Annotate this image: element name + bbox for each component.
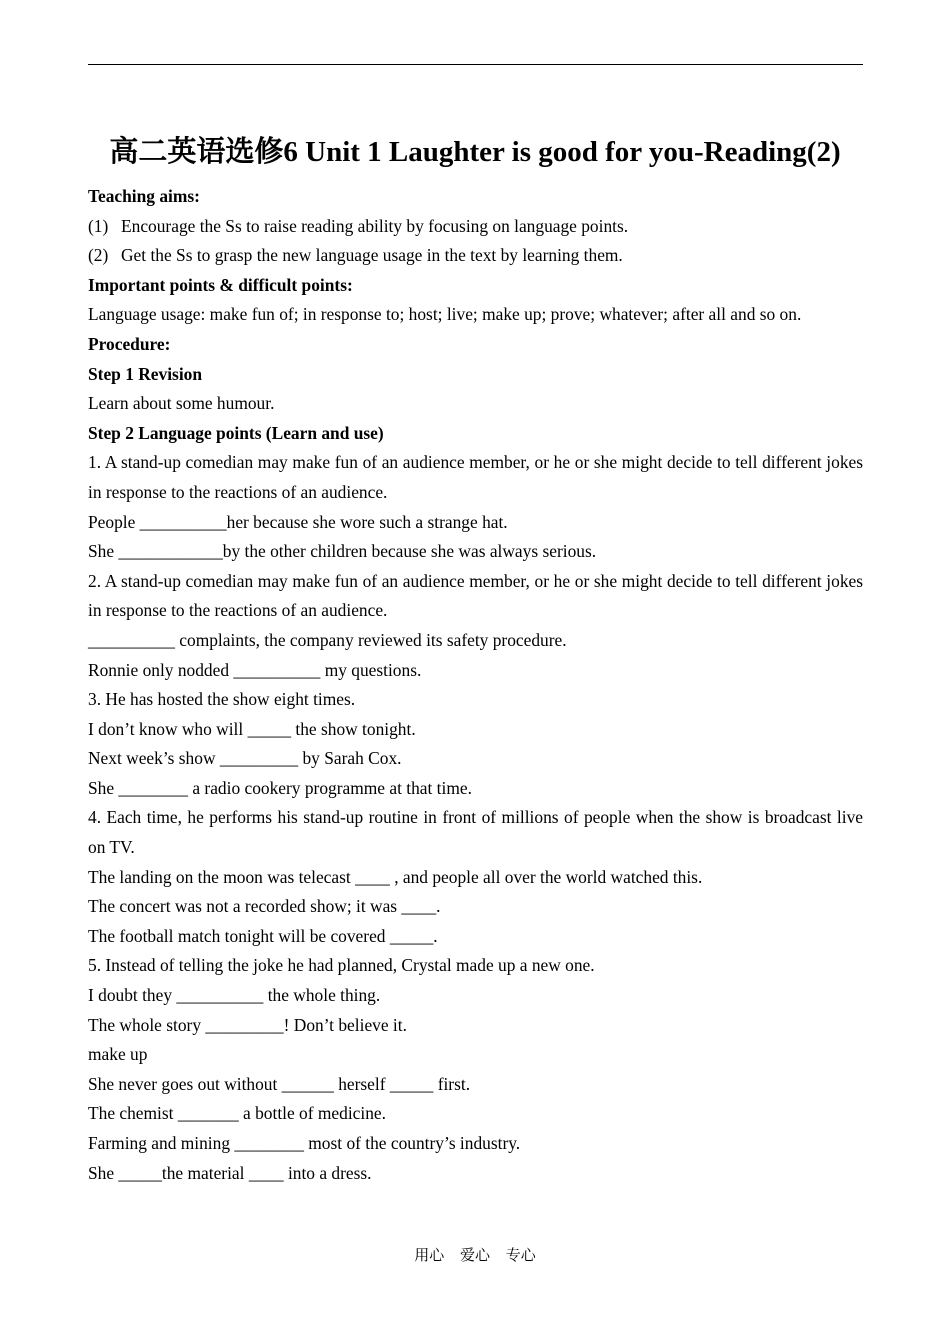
exercise-line: She _____the material ____ into a dress. [88,1162,372,1183]
important-points-heading: Important points & difficult points: [88,274,353,295]
footer-word: 用心 [414,1248,445,1264]
exercise-line: She never goes out without ______ herself _____ first. [88,1073,471,1094]
footer-word: 专心 [505,1248,536,1264]
document-body [88,182,863,1188]
item-number: (1) [88,215,109,236]
exercise-sentence: 2. A stand-up comedian may make fun of an audience member, or he or she might decide to tell different jokes in response to the reactions of an audience. [88,570,863,621]
exercise-line: Next week’s show _________ by Sarah Cox. [88,748,402,769]
page-title: 高二英语选修6 Unit 1 Laughter is good for you-Reading(2) [109,136,841,168]
exercise-sentence: 4. Each time, he performs his stand-up routine in front of millions of people when the show is broadcast live on TV. [88,807,863,858]
exercise-line: I don’t know who will _____ the show tonight. [88,718,416,739]
teaching-aims-heading: Teaching aims: [88,186,200,206]
footer-word: 爱心 [459,1248,490,1264]
exercise-sentence: 5. Instead of telling the joke he had planned, Crystal made up a new one. [88,955,595,976]
exercise-line: I doubt they __________ the whole thing. [88,985,381,1006]
teaching-aim-item [88,212,863,242]
exercise-line: The chemist _______ a bottle of medicine. [88,1103,386,1124]
page-footer [0,1246,950,1266]
exercise-line: She ____________by the other children because she was always serious. [88,541,597,562]
item-number: (2) [88,245,109,266]
exercise-line: People __________her because she wore such a strange hat. [88,511,508,532]
exercise-line: The landing on the moon was telecast ____ , and people all over the world watched this. [88,866,703,887]
exercise-line: make up [88,1044,148,1065]
exercise-line: __________ complaints, the company reviewed its safety procedure. [88,629,567,650]
item-text: Get the Ss to grasp the new language usage in the text by learning them. [121,245,623,266]
item-text: Encourage the Ss to raise reading ability by focusing on language points. [121,215,629,236]
teaching-aim-item [88,241,863,271]
procedure-heading: Procedure: [88,333,171,354]
exercise-line: Ronnie only nodded __________ my questions. [88,659,422,680]
exercise-line: Farming and mining ________ most of the country’s industry. [88,1133,521,1153]
exercise-line: The concert was not a recorded show; it was ____. [88,896,441,917]
exercise-sentence: 3. He has hosted the show eight times. [88,689,356,710]
header-rule [88,64,863,65]
exercise-line: The whole story _________! Don’t believe it. [88,1014,407,1035]
step1-heading: Step 1 Revision [88,363,203,384]
exercise-line: She ________ a radio cookery programme at that time. [88,777,472,798]
exercise-sentence: 1. A stand-up comedian may make fun of an audience member, or he or she might decide to tell different jokes in response to the reactions of an audience. [88,452,863,502]
step1-text: Learn about some humour. [88,393,275,414]
exercise-line: The football match tonight will be covered _____. [88,925,438,946]
step2-heading: Step 2 Language points (Learn and use) [88,422,384,443]
important-points-text: Language usage: make fun of; in response to; host; live; make up; prove; whatever; after all and so on. [88,304,802,325]
